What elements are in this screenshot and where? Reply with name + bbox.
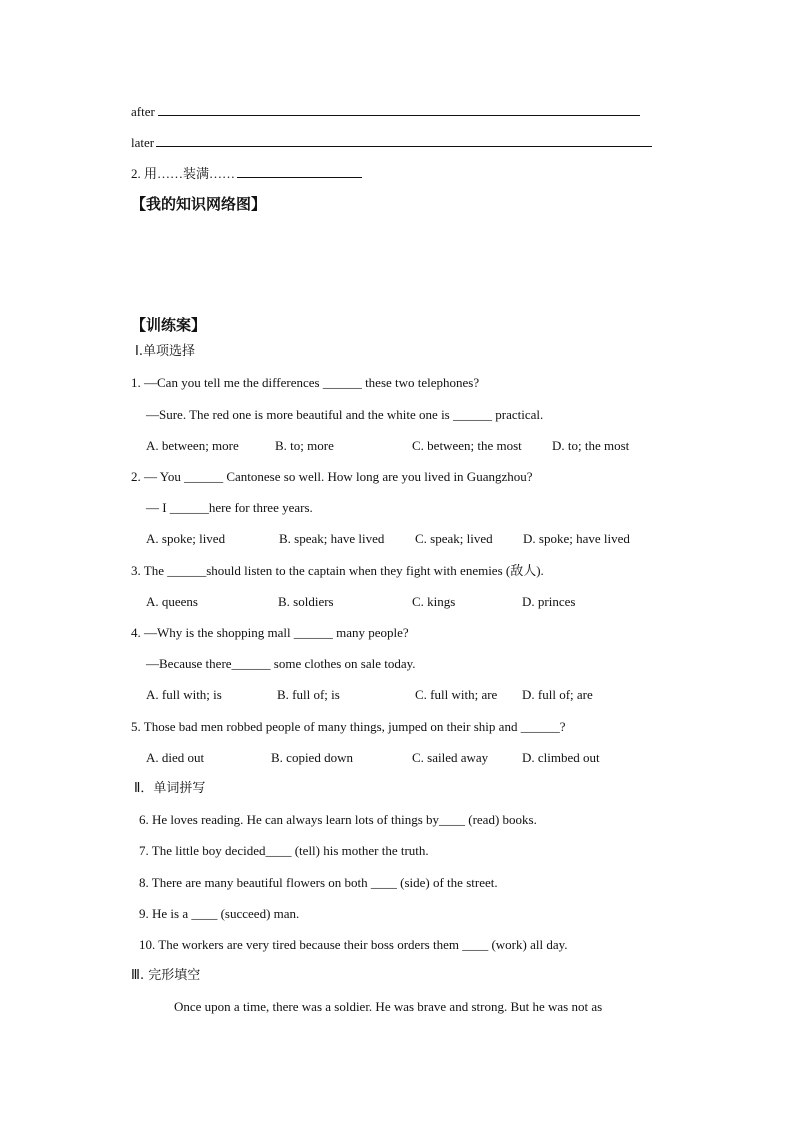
- q5-option-d[interactable]: D. climbed out: [522, 750, 600, 765]
- after-line: [131, 103, 640, 120]
- spelling-item-6: 6. He loves reading. He can always learn lots of things by____ (read) books.: [139, 812, 537, 827]
- q1-option-a[interactable]: A. between; more: [146, 438, 239, 453]
- q5-option-b[interactable]: B. copied down: [271, 750, 353, 765]
- q4-line2: —Because there______ some clothes on sale today.: [146, 656, 416, 671]
- q2-line1: 2. — You ______ Cantonese so well. How long are you lived in Guangzhou?: [131, 469, 533, 484]
- q2-line2: — I ______here for three years.: [146, 500, 313, 515]
- after-label: after: [131, 104, 155, 119]
- section2-title: Ⅱ．单词拼写: [134, 781, 206, 796]
- q4-line1: 4. —Why is the shopping mall ______ many people?: [131, 625, 409, 640]
- item2-line: [131, 165, 362, 182]
- q3-line1: 3. The ______should listen to the captain when they fight with enemies (敌人).: [131, 563, 544, 578]
- q4-option-d[interactable]: D. full of; are: [522, 687, 593, 702]
- q3-option-c[interactable]: C. kings: [412, 594, 456, 609]
- later-blank[interactable]: [156, 134, 652, 147]
- section3-title: Ⅲ. 完形填空: [131, 968, 201, 983]
- spelling-item-7: 7. The little boy decided____ (tell) his mother the truth.: [139, 843, 429, 858]
- cloze-passage: Once upon a time, there was a soldier. He was brave and strong. But he was not as: [174, 999, 603, 1014]
- spelling-item-9: 9. He is a ____ (succeed) man.: [139, 906, 300, 921]
- q5-option-a[interactable]: A. died out: [146, 750, 205, 765]
- q1-option-b[interactable]: B. to; more: [275, 438, 334, 453]
- item2-text: 2. 用……装满……: [131, 166, 236, 181]
- q1-line2: —Sure. The red one is more beautiful and the white one is ______ practical.: [146, 407, 544, 422]
- spelling-item-10: 10. The workers are very tired because their boss orders them ____ (work) all day.: [139, 937, 568, 952]
- q5-option-c[interactable]: C. sailed away: [412, 750, 489, 765]
- q2-option-c[interactable]: C. speak; lived: [415, 531, 493, 546]
- q1-option-d[interactable]: D. to; the most: [552, 438, 630, 453]
- section1-title: Ⅰ.单项选择: [135, 344, 195, 359]
- item2-blank[interactable]: [237, 165, 362, 178]
- later-label: later: [131, 135, 155, 150]
- q5-line1: 5. Those bad men robbed people of many things, jumped on their ship and ______?: [131, 719, 566, 734]
- q4-option-c[interactable]: C. full with; are: [415, 687, 498, 702]
- q3-option-b[interactable]: B. soldiers: [278, 594, 334, 609]
- q3-option-a[interactable]: A. queens: [146, 594, 198, 609]
- q4-option-a[interactable]: A. full with; is: [146, 687, 222, 702]
- q1-option-c[interactable]: C. between; the most: [412, 438, 522, 453]
- q2-option-a[interactable]: A. spoke; lived: [146, 531, 226, 546]
- q1-line1: 1. —Can you tell me the differences ______ these two telephones?: [131, 375, 480, 390]
- q4-option-b[interactable]: B. full of; is: [277, 687, 340, 702]
- later-line: [131, 134, 652, 151]
- after-blank[interactable]: [158, 103, 640, 116]
- training-title: 【训练案】: [131, 316, 207, 334]
- q3-option-d[interactable]: D. princes: [522, 594, 576, 609]
- q2-option-d[interactable]: D. spoke; have lived: [523, 531, 630, 546]
- q2-option-b[interactable]: B. speak; have lived: [279, 531, 385, 546]
- network-title: 【我的知识网络图】: [131, 195, 267, 213]
- spelling-item-8: 8. There are many beautiful flowers on both ____ (side) of the street.: [139, 875, 498, 890]
